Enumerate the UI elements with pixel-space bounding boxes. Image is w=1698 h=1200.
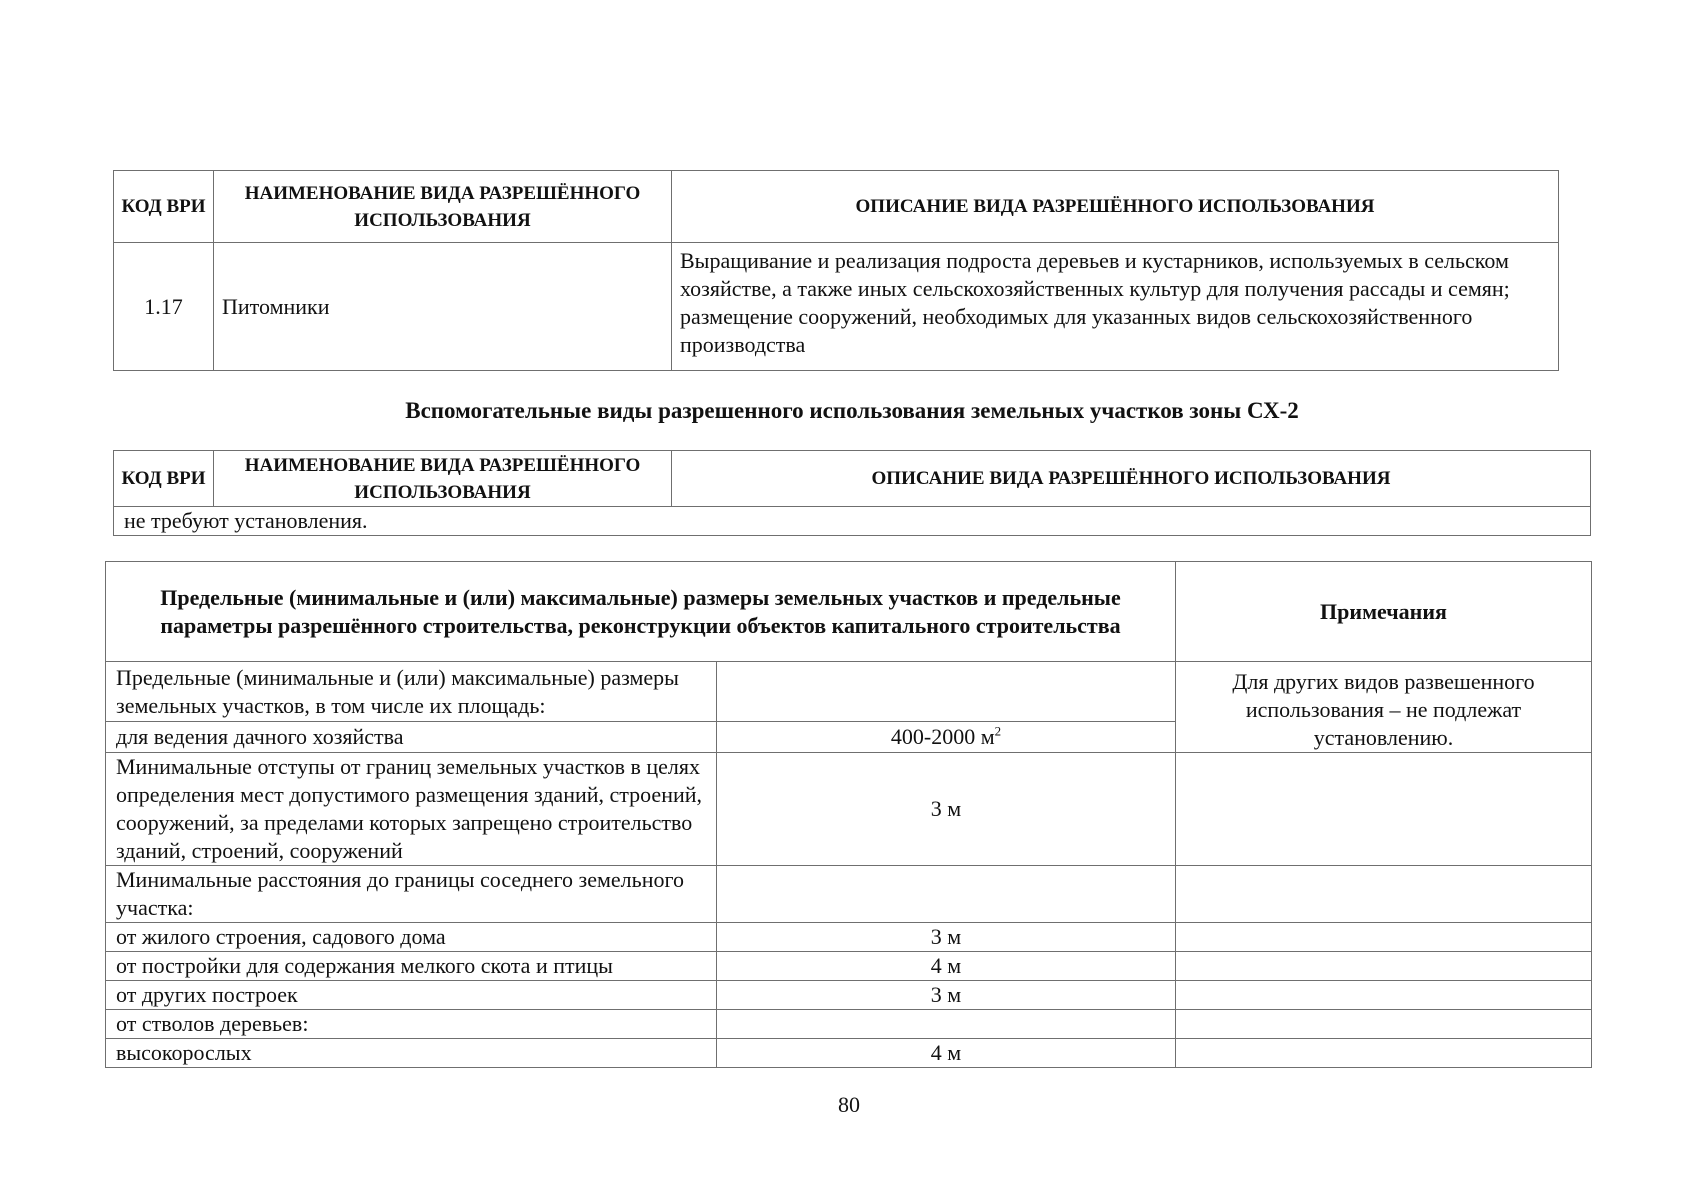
row-value <box>717 662 1176 722</box>
table-row <box>106 1010 1592 1039</box>
row-label: высокорослых <box>106 1039 717 1068</box>
header-description: ОПИСАНИЕ ВИДА РАЗРЕШЁННОГО ИСПОЛЬЗОВАНИЯ <box>672 171 1559 243</box>
notes-cell-empty <box>1176 753 1592 866</box>
header-parameters: Предельные (минимальные и (или) максимальные) размеры земельных участков и предельные параметры разрешённого строительства, реконструкции объектов капитального строительства <box>106 562 1176 662</box>
header-code: КОД ВРИ <box>114 451 214 507</box>
table-row <box>106 753 1592 866</box>
header-code: КОД ВРИ <box>114 171 214 243</box>
header-description: ОПИСАНИЕ ВИДА РАЗРЕШЁННОГО ИСПОЛЬЗОВАНИЯ <box>672 451 1591 507</box>
row-value <box>717 866 1176 923</box>
row-value: 3 м <box>717 981 1176 1010</box>
auxiliary-use-table <box>113 450 1591 536</box>
table-row <box>106 923 1592 952</box>
table-row <box>106 866 1592 923</box>
notes-cell-empty <box>1176 923 1592 952</box>
table-row <box>106 1039 1592 1068</box>
row-description: Выращивание и реализация подроста деревьев и кустарников, используемых в сельском хозяйстве, а также иных сельскохозяйственных культур для получения рассады и семян; размещение сооружений, необходимых для указанных видов сельскохозяйственного производства <box>672 243 1559 371</box>
row-label: для ведения дачного хозяйства <box>106 722 717 753</box>
row-value <box>717 1010 1176 1039</box>
row-label: от жилого строения, садового дома <box>106 923 717 952</box>
row-value: 3 м <box>717 923 1176 952</box>
row-name: Питомники <box>214 243 672 371</box>
row-code: 1.17 <box>114 243 214 371</box>
not-required-note: не требуют установления. <box>114 507 1591 536</box>
row-label: от других построек <box>106 981 717 1010</box>
row-label: Минимальные отступы от границ земельных участков в целях определения мест допустимого размещения зданий, строений, сооружений, за пределами которых запрещено строительство зданий, строений, сооружений <box>106 753 717 866</box>
row-value: 4 м <box>717 1039 1176 1068</box>
header-name: НАИМЕНОВАНИЕ ВИДА РАЗРЕШЁННОГО ИСПОЛЬЗОВАНИЯ <box>214 171 672 243</box>
permitted-use-table <box>113 170 1559 371</box>
row-value <box>717 722 1176 753</box>
value-superscript: 2 <box>994 723 1002 739</box>
row-label: Предельные (минимальные и (или) максимальные) размеры земельных участков, в том числе их площадь: <box>106 662 717 722</box>
row-value: 3 м <box>717 753 1176 866</box>
notes-cell-empty <box>1176 866 1592 923</box>
table-row <box>106 952 1592 981</box>
notes-cell: Для других видов развешенного использования – не подлежат установлению. <box>1176 662 1592 753</box>
row-value: 4 м <box>717 952 1176 981</box>
row-label: от постройки для содержания мелкого скота и птицы <box>106 952 717 981</box>
header-notes: Примечания <box>1176 562 1592 662</box>
section-heading: Вспомогательные виды разрешенного использования земельных участков зоны СХ-2 <box>405 398 1299 423</box>
notes-cell-empty <box>1176 981 1592 1010</box>
table-row <box>106 981 1592 1010</box>
notes-cell-empty <box>1176 952 1592 981</box>
row-label: от стволов деревьев: <box>106 1010 717 1039</box>
parameters-table <box>105 561 1592 1068</box>
header-name: НАИМЕНОВАНИЕ ВИДА РАЗРЕШЁННОГО ИСПОЛЬЗОВАНИЯ <box>214 451 672 507</box>
row-label: Минимальные расстояния до границы соседнего земельного участка: <box>106 866 717 923</box>
table-row <box>106 662 1592 722</box>
notes-cell-empty <box>1176 1039 1592 1068</box>
notes-cell-empty <box>1176 1010 1592 1039</box>
page-number: 80 <box>838 1092 860 1117</box>
value-text: 400-2000 м <box>890 724 995 750</box>
table-row <box>114 243 1559 371</box>
